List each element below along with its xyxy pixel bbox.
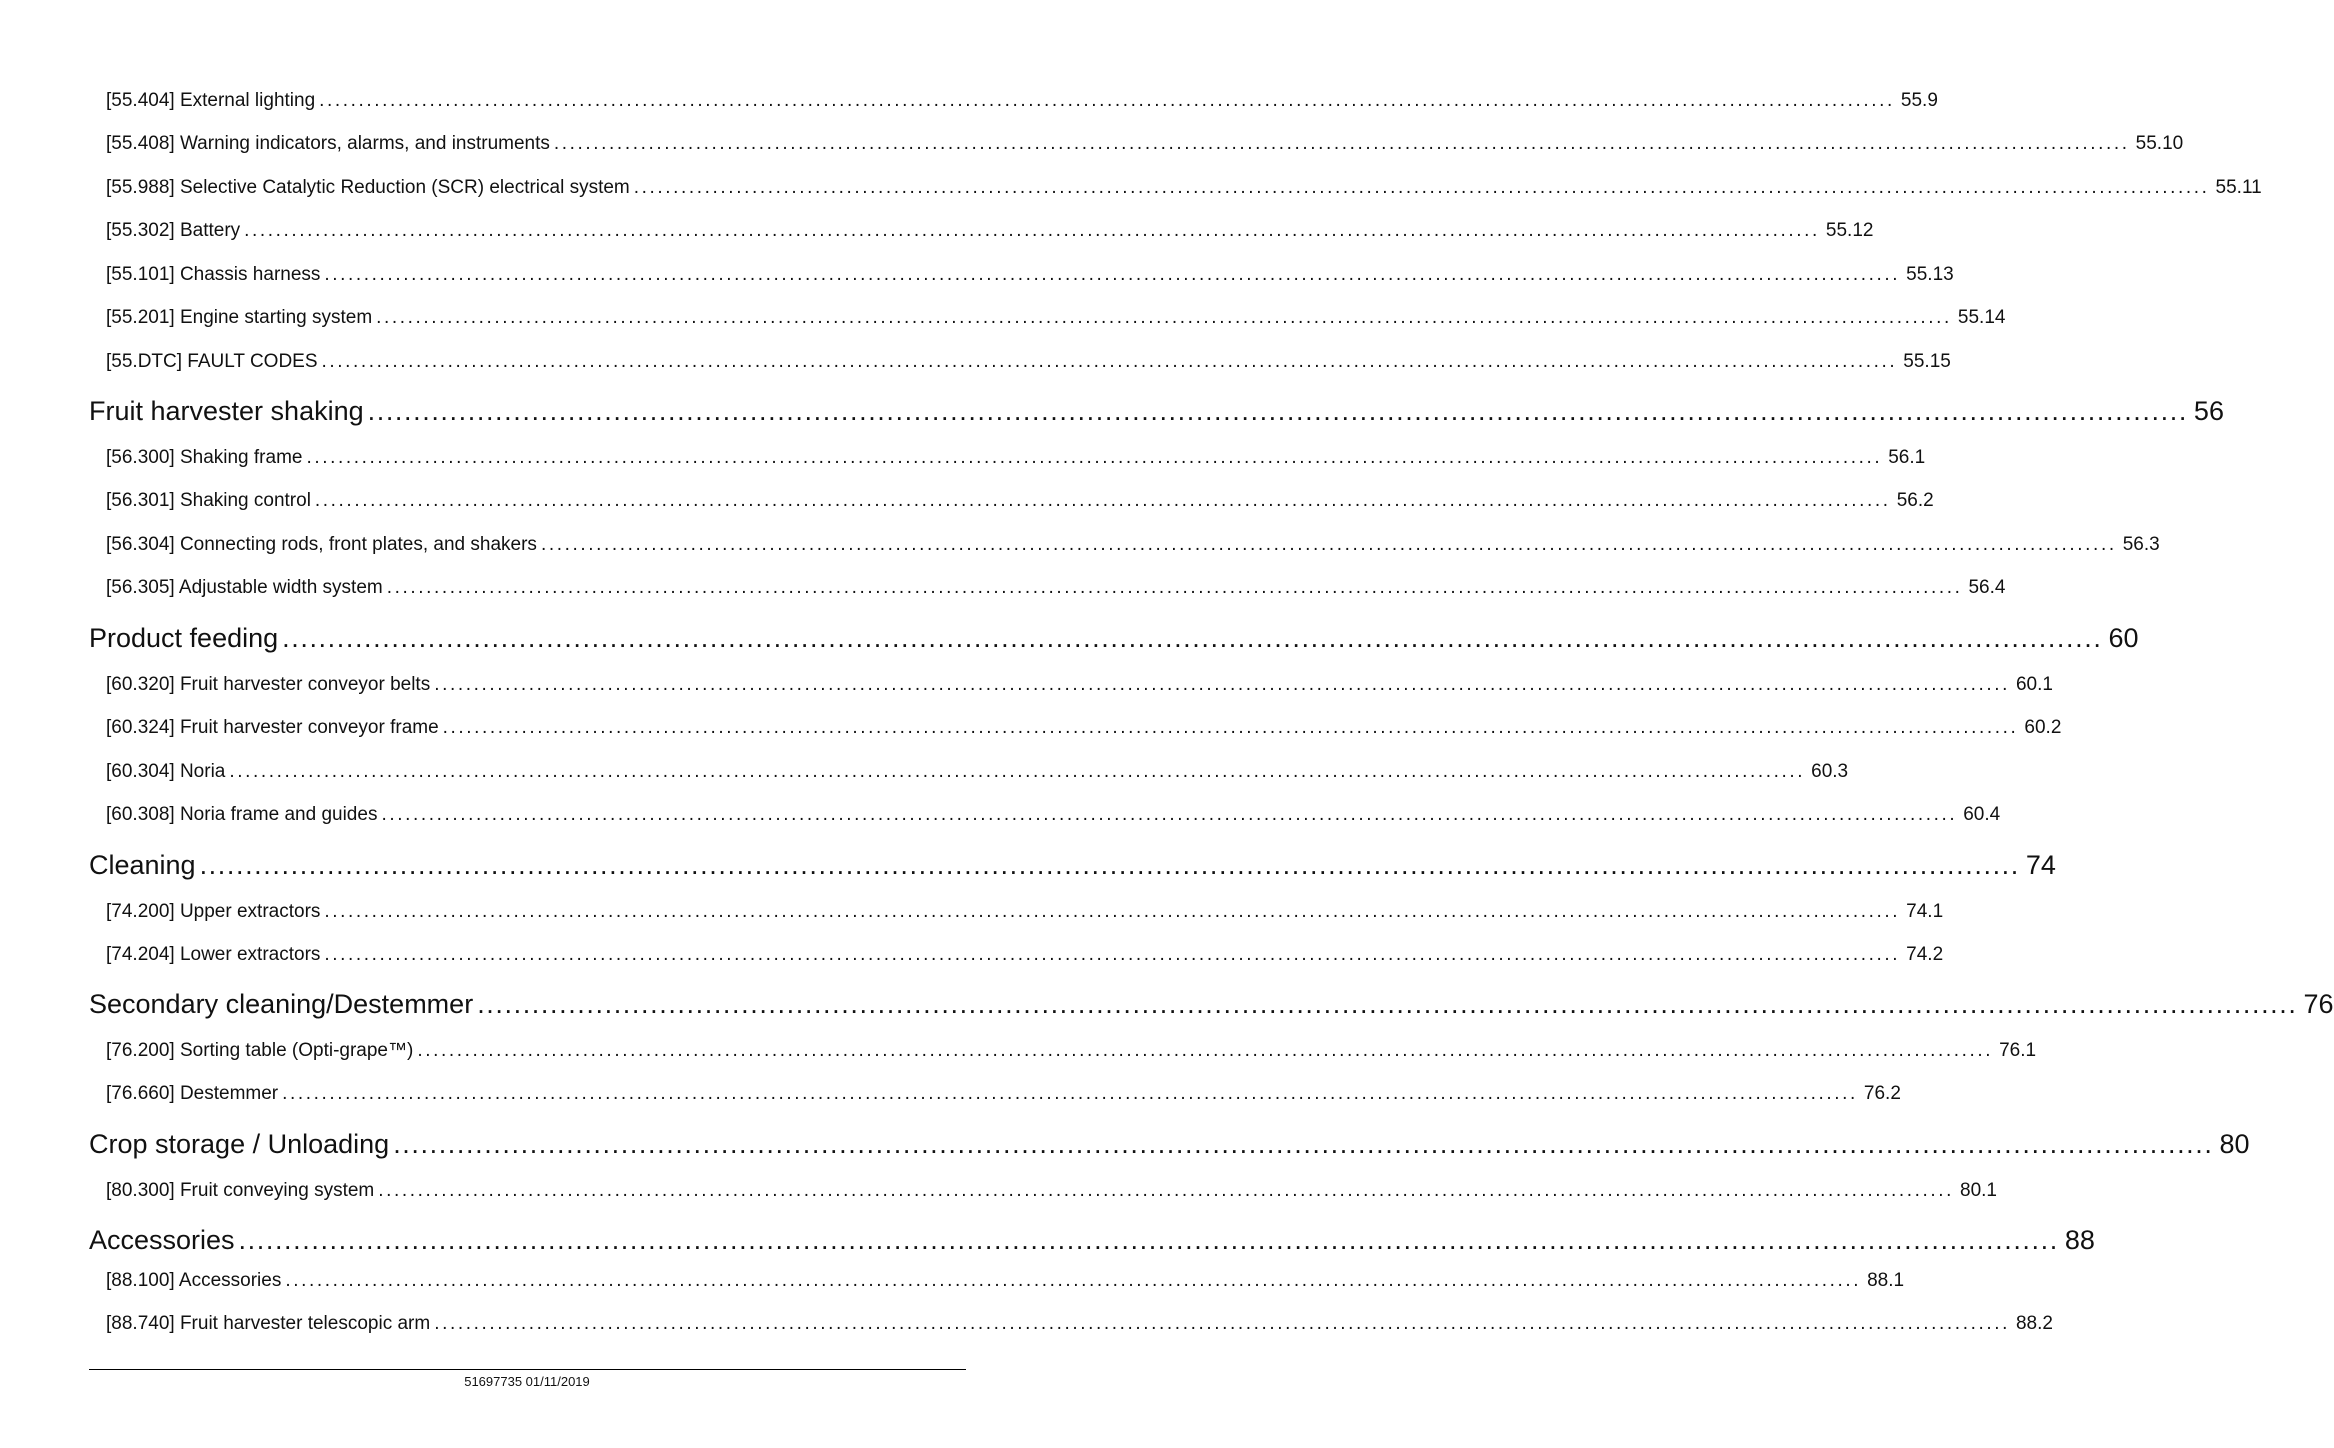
toc-section-page: 60 bbox=[2108, 623, 2139, 653]
dot-leader: ........................................................................................................................................................................................................ bbox=[381, 804, 1958, 825]
toc-entry-55-988[interactable] bbox=[106, 176, 2262, 200]
dot-leader: ........................................................................................................................................................................................................ bbox=[285, 1270, 1862, 1291]
toc-entry-80-300[interactable] bbox=[106, 1179, 1997, 1203]
toc-entry-60-308[interactable] bbox=[106, 803, 2001, 827]
dot-leader: ........................................................................................................................................................................................................ bbox=[306, 447, 1883, 468]
toc-entry-page: 60.1 bbox=[2015, 674, 2053, 695]
toc-entry-label: [80.300] Fruit conveying system bbox=[106, 1180, 375, 1201]
dot-leader: ........................................................................................................................................................................................................ bbox=[321, 351, 1898, 372]
footer-document-id: 51697735 01/11/2019 bbox=[464, 1374, 590, 1389]
toc-entry-76-660[interactable] bbox=[106, 1082, 1901, 1106]
dot-leader: ........................................................................................................................................................................................................ bbox=[417, 1040, 1994, 1061]
toc-entry-page: 55.10 bbox=[2135, 133, 2184, 154]
toc-entry-label: [56.304] Connecting rods, front plates, and shakers bbox=[106, 534, 537, 555]
dot-leader: ........................................................................................................................................................................................................ bbox=[229, 761, 1806, 782]
toc-entry-label: [88.100] Accessories bbox=[106, 1270, 282, 1291]
footer-divider bbox=[89, 1369, 966, 1370]
dot-leader: ........................................................................................................................................................................................................ bbox=[633, 177, 2210, 198]
dot-leader: ........................................................................................................................................................................................................ bbox=[324, 901, 1901, 922]
toc-entry-label: [55.302] Battery bbox=[106, 220, 241, 241]
toc-entry-page: 56.1 bbox=[1888, 447, 1926, 468]
toc-entry-page: 76.1 bbox=[1999, 1040, 2037, 1061]
toc-entry-label: [55.201] Engine starting system bbox=[106, 307, 373, 328]
toc-entry-page: 74.2 bbox=[1906, 944, 1944, 965]
toc-entry-56-305[interactable] bbox=[106, 576, 2006, 600]
toc-entry-label: [60.304] Noria bbox=[106, 761, 226, 782]
toc-entry-page: 76.2 bbox=[1863, 1083, 1901, 1104]
toc-section-page: 80 bbox=[2219, 1129, 2250, 1159]
toc-entry-60-304[interactable] bbox=[106, 760, 1849, 784]
toc-section-label: Secondary cleaning/Destemmer bbox=[89, 989, 474, 1019]
toc-entry-label: [76.660] Destemmer bbox=[106, 1083, 279, 1104]
toc-entry-label: [88.740] Fruit harvester telescopic arm bbox=[106, 1313, 431, 1334]
toc-entry-88-740[interactable] bbox=[106, 1312, 2053, 1336]
dot-leader: ........................................................................................................................................................................................................ bbox=[434, 674, 2010, 695]
toc-entry-label: [74.204] Lower extractors bbox=[106, 944, 321, 965]
dot-leader: ........................................................................................................................................................................................................ bbox=[244, 220, 1820, 241]
dot-leader: ........................................................................................................................................................................................................ bbox=[477, 989, 2298, 1019]
toc-entry-page: 60.2 bbox=[2024, 717, 2062, 738]
toc-entry-page: 80.1 bbox=[1960, 1180, 1997, 1201]
dot-leader: ........................................................................................................................................................................................................ bbox=[367, 396, 2188, 426]
toc-entry-page: 88.2 bbox=[2015, 1313, 2053, 1334]
toc-entry-55-404[interactable] bbox=[106, 89, 1938, 113]
dot-leader: ........................................................................................................................................................................................................ bbox=[386, 577, 1963, 598]
toc-entry-page: 88.1 bbox=[1867, 1270, 1905, 1291]
toc-entry-55-101[interactable] bbox=[106, 263, 1954, 287]
toc-entry-label: [56.300] Shaking frame bbox=[106, 447, 303, 468]
dot-leader: ........................................................................................................................................................................................................ bbox=[319, 90, 1895, 111]
toc-entry-page: 74.1 bbox=[1906, 901, 1944, 922]
dot-leader: ........................................................................................................................................................................................................ bbox=[442, 717, 2019, 738]
toc-entry-page: 55.15 bbox=[1903, 351, 1951, 372]
toc-section-page: 76 bbox=[2303, 989, 2334, 1019]
dot-leader: ........................................................................................................................................................................................................ bbox=[199, 850, 2020, 880]
toc-entry-56-300[interactable] bbox=[106, 446, 1926, 470]
dot-leader: ........................................................................................................................................................................................................ bbox=[378, 1180, 1955, 1201]
dot-leader: ........................................................................................................................................................................................................ bbox=[282, 623, 2103, 653]
toc-entry-55-201[interactable] bbox=[106, 306, 2006, 330]
toc-entry-page: 60.4 bbox=[1963, 804, 2001, 825]
toc-entry-88-100[interactable] bbox=[106, 1269, 1905, 1293]
toc-entry-76-200[interactable] bbox=[106, 1039, 2037, 1063]
toc-entry-56-301[interactable] bbox=[106, 489, 1934, 513]
toc-entry-page: 55.13 bbox=[1906, 264, 1954, 285]
toc-entry-page: 55.14 bbox=[1957, 307, 2006, 328]
toc-section-label: Fruit harvester shaking bbox=[89, 396, 364, 426]
toc-entry-page: 56.2 bbox=[1896, 490, 1934, 511]
toc-entry-56-304[interactable] bbox=[106, 533, 2160, 557]
toc-entry-55-408[interactable] bbox=[106, 132, 2184, 156]
toc-entry-label: [55.404] External lighting bbox=[106, 90, 316, 111]
toc-entry-label: [55.408] Warning indicators, alarms, and instruments bbox=[106, 133, 550, 154]
toc-entry-page: 56.3 bbox=[2122, 534, 2160, 555]
toc-entry-55-dtc[interactable] bbox=[106, 350, 1951, 374]
toc-entry-60-324[interactable] bbox=[106, 716, 2062, 740]
toc-entry-page: 60.3 bbox=[1811, 761, 1849, 782]
toc-entry-label: [60.308] Noria frame and guides bbox=[106, 804, 378, 825]
toc-entry-page: 55.12 bbox=[1825, 220, 1874, 241]
toc-entry-page: 56.4 bbox=[1968, 577, 2006, 598]
dot-leader: ........................................................................................................................................................................................................ bbox=[393, 1129, 2214, 1159]
toc-entry-label: [76.200] Sorting table (Opti-grape™) bbox=[106, 1040, 414, 1061]
toc-entry-55-302[interactable] bbox=[106, 219, 1874, 243]
toc-section-page: 74 bbox=[2025, 850, 2056, 880]
toc-entry-page: 55.9 bbox=[1900, 90, 1938, 111]
dot-leader: ........................................................................................................................................................................................................ bbox=[434, 1313, 2010, 1334]
dot-leader: ........................................................................................................................................................................................................ bbox=[324, 944, 1901, 965]
toc-section-label: Product feeding bbox=[89, 623, 279, 653]
toc-entry-label: [55.101] Chassis harness bbox=[106, 264, 321, 285]
toc-entry-label: [74.200] Upper extractors bbox=[106, 901, 321, 922]
dot-leader: ........................................................................................................................................................................................................ bbox=[282, 1083, 1858, 1104]
toc-entry-label: [56.301] Shaking control bbox=[106, 490, 311, 511]
toc-section-accessories[interactable] bbox=[89, 1223, 2095, 1257]
toc-section-product-feeding[interactable] bbox=[89, 621, 2139, 655]
toc-section-cleaning[interactable] bbox=[89, 848, 2056, 882]
toc-section-secondary-cleaning[interactable] bbox=[89, 987, 2334, 1021]
toc-section-page: 88 bbox=[2064, 1225, 2095, 1255]
toc-section-fruit-harvester-shaking[interactable] bbox=[89, 394, 2224, 428]
toc-entry-label: [55.DTC] FAULT CODES bbox=[106, 351, 318, 372]
dot-leader: ........................................................................................................................................................................................................ bbox=[324, 264, 1901, 285]
toc-section-label: Cleaning bbox=[89, 850, 196, 880]
dot-leader: ........................................................................................................................................................................................................ bbox=[238, 1225, 2059, 1255]
toc-entry-label: [60.324] Fruit harvester conveyor frame bbox=[106, 717, 439, 738]
toc-entry-label: [55.988] Selective Catalytic Reduction (SCR) electrical system bbox=[106, 177, 630, 198]
dot-leader: ........................................................................................................................................................................................................ bbox=[376, 307, 1952, 328]
toc-entry-74-200[interactable] bbox=[106, 900, 1944, 924]
toc-entry-74-204[interactable] bbox=[106, 943, 1944, 967]
toc-entry-label: [56.305] Adjustable width system bbox=[106, 577, 383, 598]
toc-section-crop-storage[interactable] bbox=[89, 1127, 2250, 1161]
dot-leader: ........................................................................................................................................................................................................ bbox=[314, 490, 1891, 511]
toc-entry-60-320[interactable] bbox=[106, 673, 2053, 697]
dot-leader: ........................................................................................................................................................................................................ bbox=[553, 133, 2130, 154]
toc-section-label: Accessories bbox=[89, 1225, 235, 1255]
toc-section-label: Crop storage / Unloading bbox=[89, 1129, 390, 1159]
toc-section-page: 56 bbox=[2193, 396, 2224, 426]
toc-entry-label: [60.320] Fruit harvester conveyor belts bbox=[106, 674, 431, 695]
dot-leader: ........................................................................................................................................................................................................ bbox=[540, 534, 2117, 555]
toc-entry-page: 55.11 bbox=[2215, 177, 2262, 198]
